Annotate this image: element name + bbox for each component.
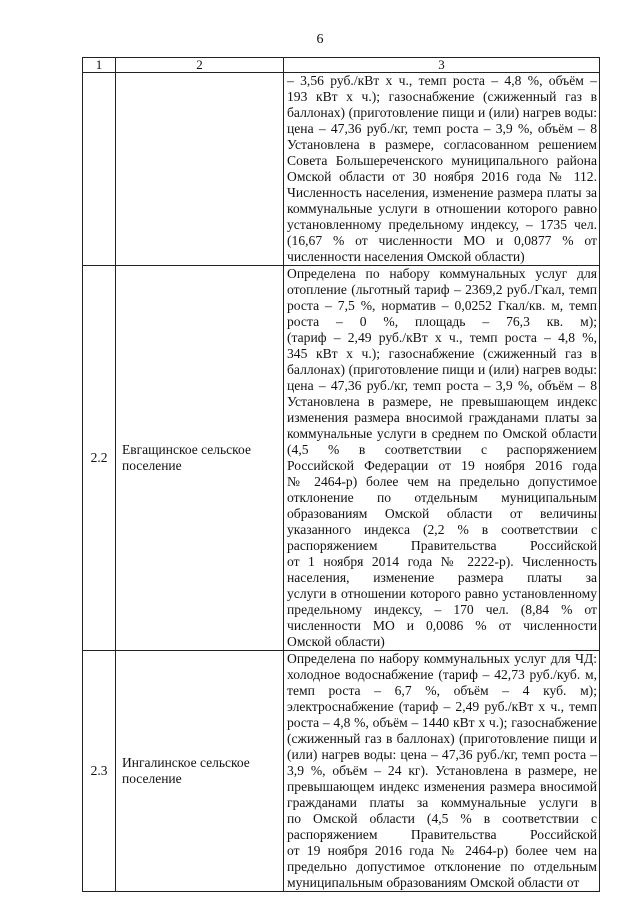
text-line: (4,5 % в соответствии с распоряжением (287, 442, 597, 457)
text-line: указанного индекса (2,2 % в соответствии с (287, 522, 597, 537)
text-line: муниципальным образованиям Омской области от (287, 875, 580, 890)
text-line: 345 кВт х ч.); газоснабжение (сжиженный газ в (287, 346, 597, 361)
settlement-name: Евгащинское сельское поселение (116, 266, 284, 651)
text-line: (тариф – 2,49 руб./кВт х ч., темп роста – 4,8 %, (287, 330, 597, 345)
text-line: от 19 ноября 2016 года № 2464-р) более чем на (287, 843, 597, 858)
text-line: распоряжением Правительства Российской (287, 538, 597, 553)
text-line: Совета Большереченского муниципального района (287, 153, 597, 168)
table-row (83, 266, 600, 651)
text-line: отопление (льготный тариф – 2369,2 руб./Гкал, темп (287, 282, 597, 297)
text-line: баллонах) (приготовление пищи и (или) нагрев воды: (287, 105, 597, 120)
text-line: – 3,56 руб./кВт х ч., темп роста – 4,8 %, объём – (287, 73, 597, 88)
page-number: 6 (316, 32, 324, 47)
table-row (83, 73, 600, 266)
text-line: предельно допустимое отклонение по отдельным (287, 859, 597, 874)
text-line: численности МО и 0,0086 % от численности (287, 618, 597, 633)
text-line: холодное водоснабжение (тариф – 42,73 руб./куб. м, (287, 667, 597, 682)
text-line: Определена по набору коммунальных услуг для ЧД: (287, 651, 597, 666)
text-line: Российской Федерации от 19 ноября 2016 года (287, 458, 597, 473)
text-line: Омской области) (287, 634, 385, 649)
header-col-2: 2 (116, 58, 284, 73)
text-line: роста – 7,5 %, норматив – 0,0252 Гкал/кв. м, темп (287, 298, 597, 313)
text-line: численности населения Омской области) (287, 249, 525, 264)
text-line: (16,67 % от численности МО и 0,0877 % от (287, 233, 597, 248)
table-header-row (83, 58, 600, 73)
text-line: Установлена в размере, не превышающем индекс (287, 394, 597, 409)
text-line: коммунальные услуги в отношении которого равно (287, 201, 597, 216)
tariff-table (82, 57, 600, 892)
text-line: роста – 4,8 %, объём – 1440 кВт х ч.); газоснабжение (287, 715, 597, 730)
text-line: населения, изменение размера платы за (287, 570, 597, 585)
text-line: услуги в отношении которого равно установленному (287, 586, 597, 601)
row-description (284, 651, 600, 892)
row-number: 2.2 (83, 266, 116, 651)
text-line: образованиям Омской области от величины (287, 506, 597, 521)
text-line: № 2464-р) более чем на предельно допустимое (287, 474, 597, 489)
table-row (83, 651, 600, 892)
row-number (83, 73, 116, 266)
row-description (284, 266, 600, 651)
text-line: баллонах) (приготовление пищи и (или) нагрев воды: (287, 362, 597, 377)
text-line: отклонение по отдельным муниципальным (287, 490, 597, 505)
text-line: (сжиженный газ в баллонах) (приготовление пищи и (287, 731, 597, 746)
text-line: Установлена в размере, согласованном решением (287, 137, 597, 152)
settlement-name (116, 73, 284, 266)
text-line: цена – 47,36 руб./кг, темп роста – 3,9 %, объём – 8 (287, 378, 597, 393)
text-line: установленному предельному индексу, – 1735 чел. (287, 217, 597, 232)
text-line: по Омской области (4,5 % в соответствии с (287, 811, 597, 826)
text-line: изменения размера вносимой гражданами платы за (287, 410, 597, 425)
settlement-name: Ингалинское сельское поселение (116, 651, 284, 892)
text-line: цена – 47,36 руб./кг, темп роста – 3,9 %, объём – 8 (287, 121, 597, 136)
text-line: роста – 0 %, площадь – 76,3 кв. м); (287, 314, 597, 329)
row-number: 2.3 (83, 651, 116, 892)
row-description (284, 73, 600, 266)
text-line: Омской области от 30 ноября 2016 года № 112. (287, 169, 597, 184)
text-line: гражданами платы за коммунальные услуги в (287, 795, 597, 810)
text-line: превышающем индекс изменения размера вносимой (287, 779, 597, 794)
text-line: распоряжением Правительства Российской (287, 827, 597, 842)
header-col-3: 3 (284, 58, 600, 73)
text-line: (или) нагрев воды: цена – 47,36 руб./кг, темп роста – (287, 747, 597, 762)
text-line: Численность населения, изменение размера платы за (287, 185, 597, 200)
text-line: темп роста – 6,7 %, объём – 4 куб. м); (287, 683, 597, 698)
text-line: 193 кВт х ч.); газоснабжение (сжиженный газ в (287, 89, 597, 104)
text-line: коммунальные услуги в среднем по Омской области (287, 426, 597, 441)
text-line: 3,9 %, объём – 24 кг). Установлена в размере, не (287, 763, 597, 778)
text-line: Определена по набору коммунальных услуг для (287, 266, 597, 281)
text-line: от 1 ноября 2014 года № 2222-р). Численность (287, 554, 597, 569)
text-line: предельному индексу, – 170 чел. (8,84 % от (287, 602, 597, 617)
text-line: электроснабжение (тариф – 2,49 руб./кВт х ч., темп (287, 699, 597, 714)
header-col-1: 1 (83, 58, 116, 73)
